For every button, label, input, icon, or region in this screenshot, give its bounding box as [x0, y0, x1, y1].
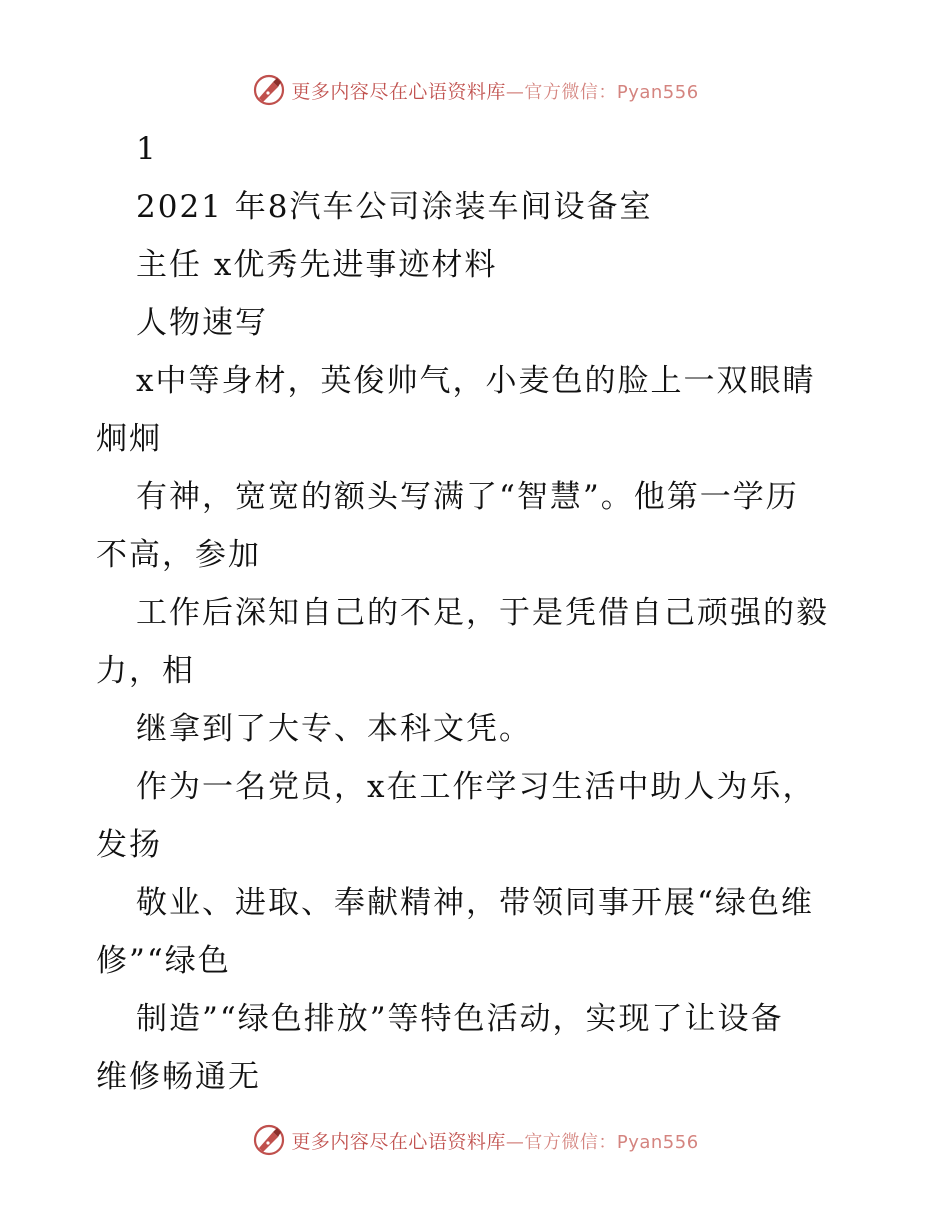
text-line: 2021 年8汽车公司涂装车间设备室	[136, 189, 653, 225]
document-body	[96, 120, 856, 1106]
text-line: x中等身材，英俊帅气，小麦色的脸上一双眼睛	[136, 363, 816, 399]
header-watermark	[0, 70, 950, 110]
text-line: 工作后深知自己的不足，于是凭借自己顽强的毅	[136, 595, 829, 631]
text-line: 炯炯	[96, 421, 162, 457]
watermark-main-text: 更多内容尽在心语资料库	[291, 1130, 506, 1153]
watermark-sub-text: —官方微信：Pyan556	[505, 1131, 699, 1153]
text-line: 制造”“绿色排放”等特色活动，实现了让设备	[136, 1001, 784, 1037]
pen-nib-logo-icon	[251, 1122, 287, 1158]
text-line: 有神，宽宽的额头写满了“智慧”。他第一学历	[136, 479, 799, 515]
text-line: 作为一名党员，x在工作学习生活中助人为乐，	[136, 769, 816, 805]
text-line: 敬业、进取、奉献精神，带领同事开展“绿色维	[136, 885, 814, 921]
text-line: 维修畅通无	[96, 1059, 261, 1095]
text-line: 不高，参加	[96, 537, 261, 573]
pen-nib-logo-icon	[251, 72, 287, 108]
text-line: 主任 x优秀先进事迹材料	[136, 247, 498, 283]
text-line: 1	[136, 131, 158, 167]
watermark-main-text: 更多内容尽在心语资料库	[291, 80, 506, 103]
text-line: 修”“绿色	[96, 943, 231, 979]
text-line: 人物速写	[136, 305, 268, 341]
text-line: 力，相	[96, 653, 195, 689]
footer-watermark	[0, 1120, 950, 1160]
text-line: 发扬	[96, 827, 162, 863]
watermark-sub-text: —官方微信：Pyan556	[505, 81, 699, 103]
text-line: 继拿到了大专、本科文凭。	[136, 711, 532, 747]
